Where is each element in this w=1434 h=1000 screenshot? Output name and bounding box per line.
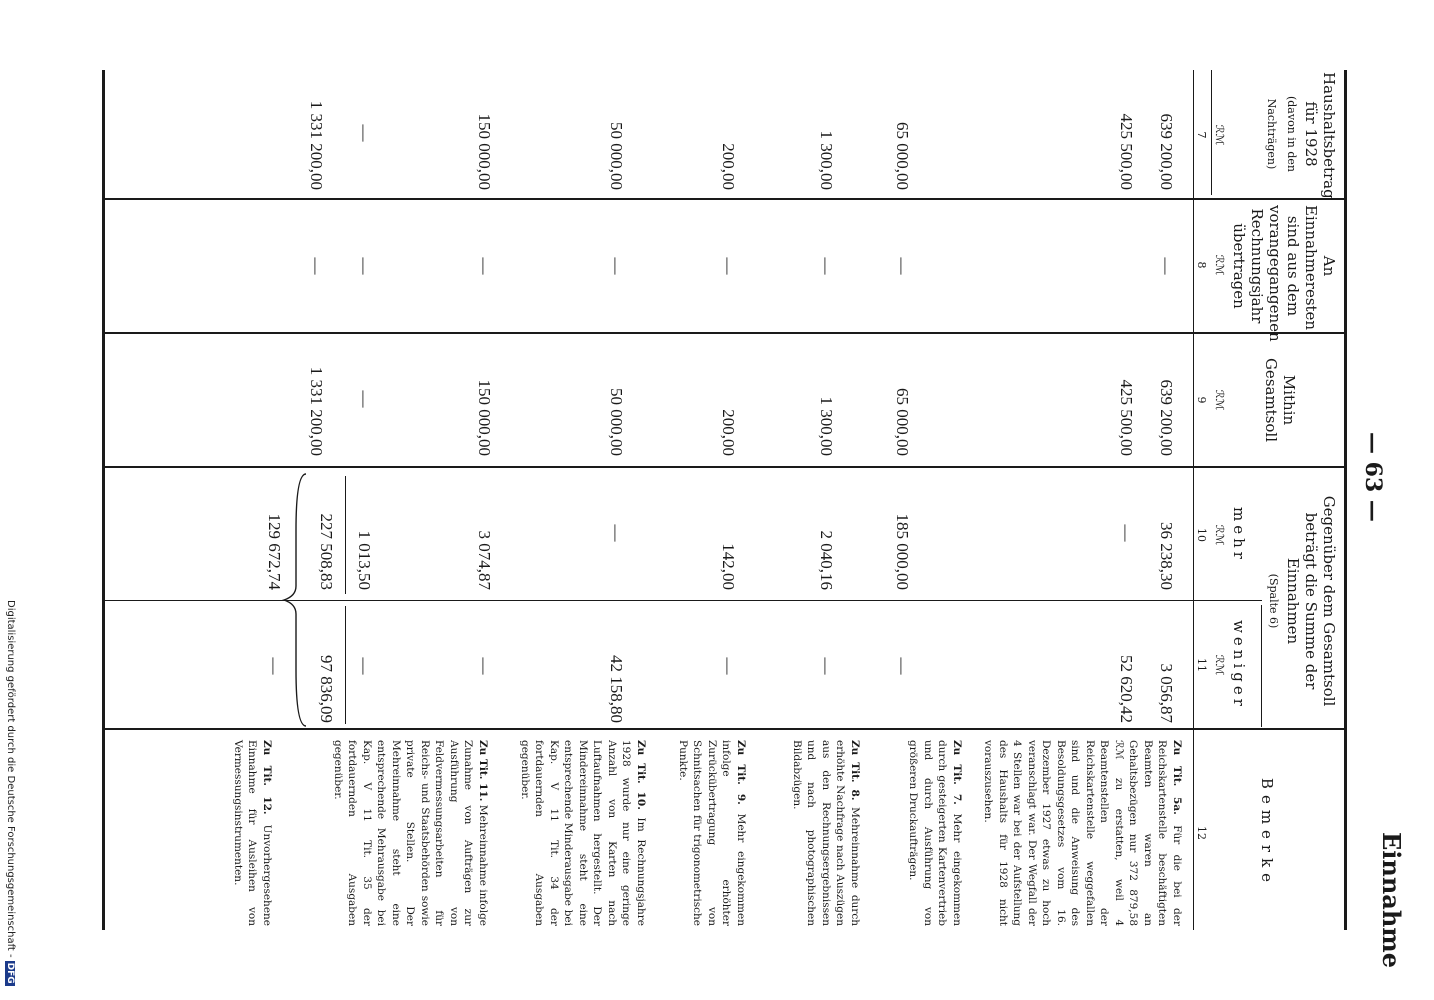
brace-path [284, 474, 306, 726]
note-text: Unvorhergesehene Einnahme für Ausleihen von Vermessungsinstrumenten. [232, 740, 273, 927]
header-col9: Mithin Gesamtsoll [1262, 357, 1298, 443]
num-col7: 7 [1195, 131, 1208, 139]
credit-text: Digitalisierung gefördert durch die Deutsche Forschungsgemeinschaft - [5, 600, 16, 958]
cell-c10: 185 000,00 [893, 513, 912, 590]
note-label: Zu Tit. 12. [261, 740, 273, 815]
note-label: Zu Tit. 8. [849, 740, 861, 801]
header-col7-title: Haushaltsbetrag für 1928 [1302, 72, 1338, 199]
cell-c7: 200,00 [719, 143, 738, 190]
num-col12: 12 [1195, 826, 1208, 840]
num-col9: 9 [1195, 396, 1208, 404]
note-text: Mehreinnahme infolge Zunahme von Aufträgen zur Ausführung von Feldvermessungsarbeiten für Reichs- und Staatsbehörden sowie private Stellen. Der Mehreinnahme steht eine entsprechende Mehrausgabe bei Kap. V 11 Tit. 35 der fortdauernden Ausgaben gegenüber. [332, 740, 489, 927]
note-tit-5a [981, 740, 1184, 926]
total-mehr: 227 508,83 [317, 513, 336, 590]
dfg-logo: DFG [5, 962, 15, 984]
digitization-credit [5, 600, 16, 986]
header-col7-sub: (davon in den Nachträgen) [1265, 95, 1298, 173]
num-col11: 11 [1195, 658, 1208, 672]
cell-c9: 425 500,00 [1117, 379, 1136, 456]
cell-c11: — [355, 657, 374, 675]
cell-c9: 50 000,00 [607, 388, 626, 456]
unit-col11: ℛℳ [1213, 654, 1226, 676]
cell-c9: 1 300,00 [817, 396, 836, 456]
total-weniger: 97 836,09 [317, 655, 336, 723]
cell-c8: — [475, 257, 494, 275]
note-text: Mehr eingekommen infolge erhöhter Zurückübertragung von Schnitsachen für trigonometrische Punkte. [677, 740, 747, 926]
cell-c9: 65 000,00 [893, 388, 912, 456]
header-col8: An Einnahmeresten sind aus dem vorangegangenen Rechnungsjahr übertragen [1230, 205, 1338, 342]
total-c11-dash: — [265, 657, 284, 675]
note-tit-7 [906, 740, 964, 926]
cell-c11: — [475, 657, 494, 675]
header-col12: Bemerke [1258, 777, 1276, 889]
sum-rule-weniger [345, 606, 346, 724]
cell-c8: — [355, 257, 374, 275]
cell-c7: 50 000,00 [607, 122, 626, 190]
unit-col9: ℛℳ [1213, 389, 1226, 411]
col-divider-8-9 [105, 332, 1347, 334]
note-tit-9 [676, 740, 749, 926]
cell-c8: — [1157, 257, 1176, 275]
total-brace [272, 470, 312, 730]
cell-c11: — [719, 657, 738, 675]
num-col8: 8 [1195, 261, 1208, 269]
cell-c11: 42 158,80 [607, 655, 626, 723]
note-label: Zu Tit. 10. [635, 740, 647, 810]
note-tit-12 [231, 740, 275, 926]
note-tit-8 [790, 740, 863, 926]
header-group-10-11: Gegenüber dem Gesamtsoll beträgt die Summe der Einnahmen [1284, 495, 1338, 707]
cell-c8: — [893, 257, 912, 275]
cell-c10: — [607, 524, 626, 542]
note-label: Zu Tit. 11. [477, 740, 489, 802]
cell-c11: 52 620,42 [1117, 655, 1136, 723]
header-col11: weniger [1230, 620, 1248, 710]
cell-c8: — [719, 257, 738, 275]
unit-col7: ℛℳ [1213, 124, 1226, 146]
cell-c9: — [355, 390, 374, 408]
cell-c11: 3 056,87 [1157, 663, 1176, 723]
total-c9: 1 331 200,00 [307, 366, 326, 456]
section-title: Einnahme [1377, 832, 1406, 968]
cell-c11: — [817, 657, 836, 675]
col-divider-9-10 [105, 466, 1347, 468]
note-text: Mehr eingekommen durch gesteigerten Kartenvertrieb und durch Ausführung von größeren Druckaufträgen. [907, 740, 963, 926]
total-c8: — [307, 257, 326, 275]
header-group-sub: (Spalte 6) [1267, 573, 1280, 629]
note-label: Zu Tit. 9. [735, 740, 747, 805]
note-text: Im Rechnungsjahre 1928 wurde nur eine geringe Anzahl von Karten nach Luftaufnahmen hergestellt. Der Mindereinnahme steht eine entsprechende Minderausgabe bei Kap. V 11 Tit. 34 der fortdauernden Ausgaben gegenüber. [519, 740, 647, 926]
cell-c10: 36 238,30 [1157, 522, 1176, 590]
num-col10: 10 [1195, 528, 1208, 542]
header-col7 [1262, 72, 1338, 199]
cell-c9: 639 200,00 [1157, 379, 1176, 456]
cell-c7: 639 200,00 [1157, 113, 1176, 190]
cell-c10: 3 074,87 [475, 530, 494, 590]
note-tit-11 [331, 740, 491, 926]
sum-rule-mehr [345, 476, 346, 594]
cell-c9: 150 000,00 [475, 379, 494, 456]
unit-col8: ℛℳ [1213, 254, 1226, 276]
note-text: Für die bei der Reichskartenstelle beschäftigten Beamten waren an Gehaltsbezügen nur 372 879,58 ℛℳ zu erstatten, weil 4 Beamtenstellen der Reichskartenstelle weggefallen sind und die Anweisung des Besoldungsgesetzes vom 16. Dezember 1927 etwas zu hoch veranschlagt war. Der Wegfall der 4 Stellen war bei der Aufstellung des Haushalts für 1928 nicht vorauszusehen. [982, 740, 1183, 927]
page-number: — 63 — [1360, 432, 1386, 522]
note-text: Mehreinnahme durch erhöhte Nachfrage nach Auszügen aus den Rechnungsergebnissen und nach photographischen Bildabzügen. [791, 740, 861, 926]
cell-c8: — [607, 257, 626, 275]
cell-c10: 2 040,16 [817, 530, 836, 590]
group-subrule [1261, 605, 1262, 727]
cell-c7: — [355, 124, 374, 142]
cell-c9: 200,00 [719, 409, 738, 456]
cell-c11: — [893, 657, 912, 675]
header-col10: mehr [1230, 507, 1248, 563]
cell-c10: — [1117, 524, 1136, 542]
total-net: 129 672,74 [265, 513, 284, 590]
cell-c8: — [817, 257, 836, 275]
cell-c10: 1 013,50 [355, 530, 374, 590]
cell-c7: 65 000,00 [893, 122, 912, 190]
col-divider-7-8 [105, 198, 1347, 200]
cell-c7: 150 000,00 [475, 113, 494, 190]
total-c7: 1 331 200,00 [307, 100, 326, 190]
note-tit-10 [518, 740, 649, 926]
cell-c7: 1 300,00 [817, 130, 836, 190]
cell-c7: 425 500,00 [1117, 113, 1136, 190]
unit-col10: ℛℳ [1213, 524, 1226, 546]
cell-c10: 142,00 [719, 543, 738, 590]
note-label: Zu Tit. 5a. [1171, 740, 1183, 815]
note-label: Zu Tit. 7. [951, 740, 963, 805]
